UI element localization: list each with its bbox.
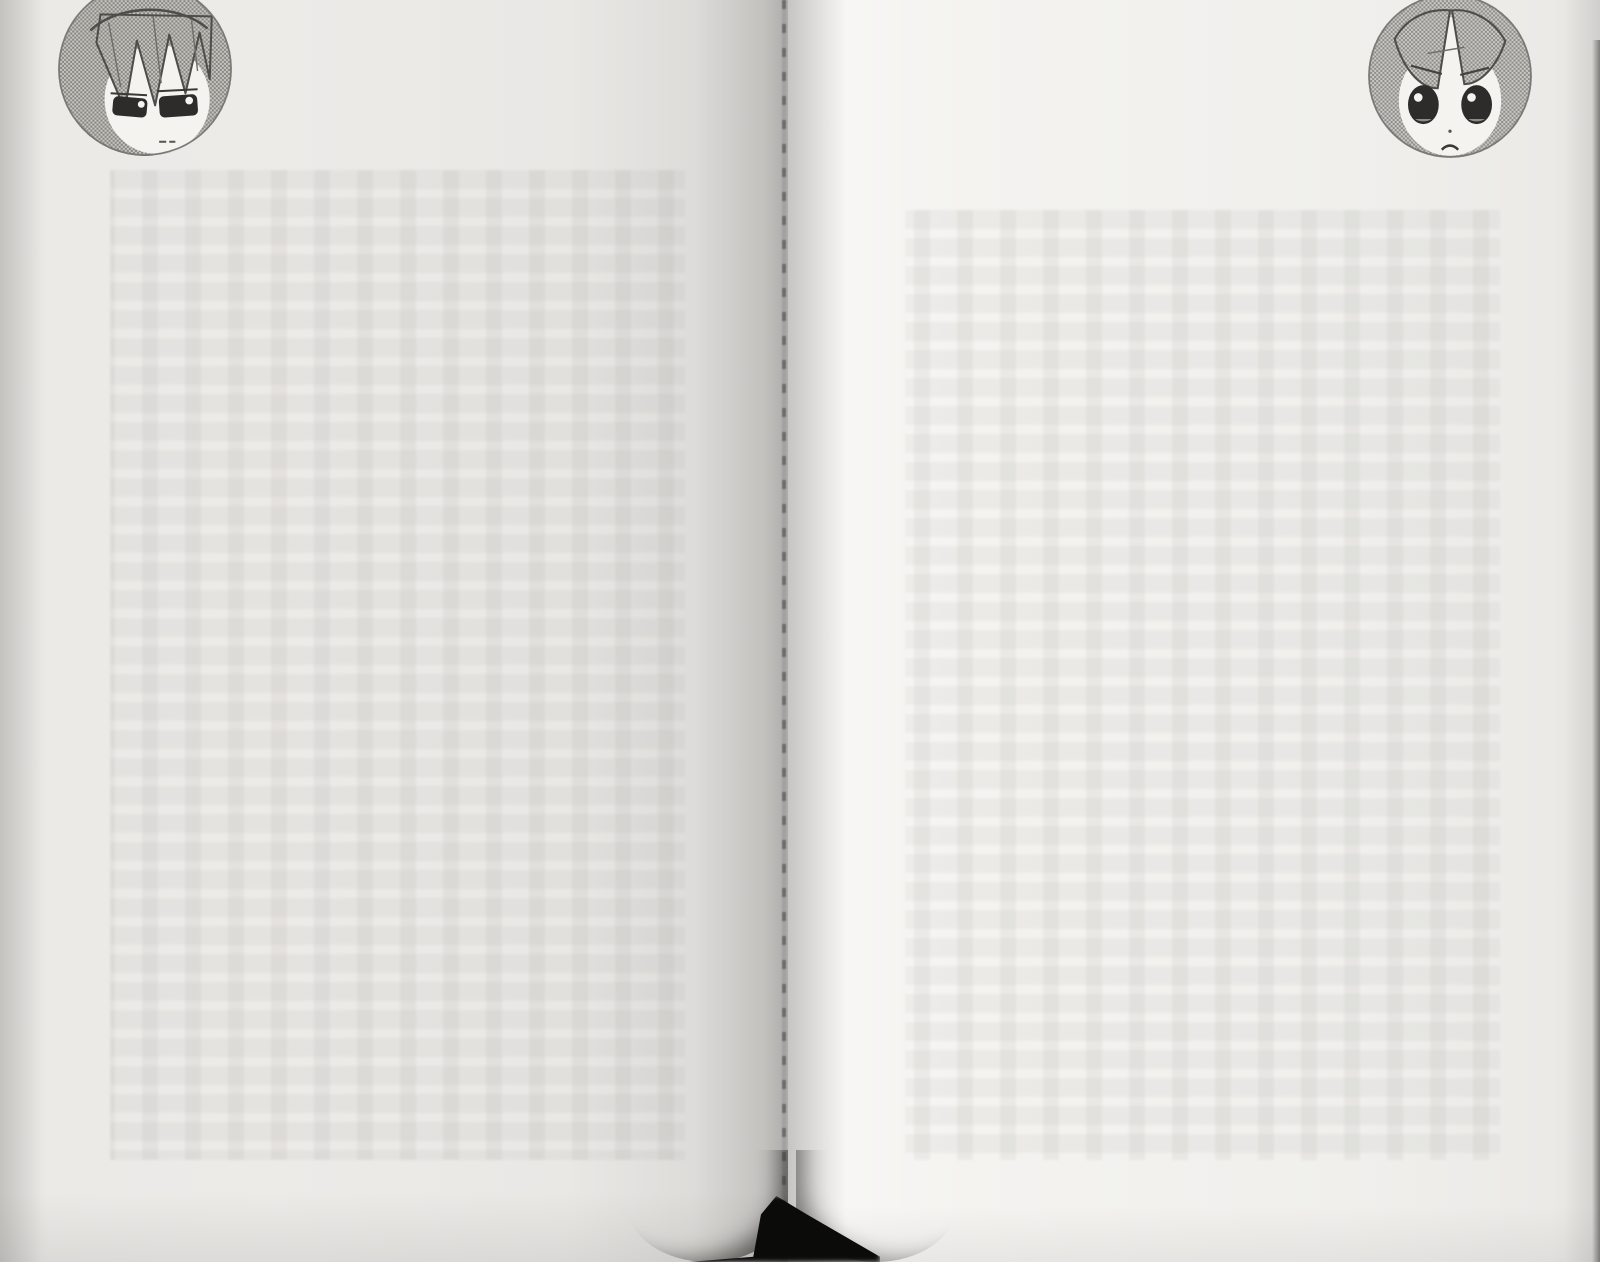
book-gutter-seam — [782, 0, 786, 1216]
book-cover-edge — [1592, 40, 1600, 1262]
right-page — [788, 0, 1600, 1262]
left-page — [0, 0, 788, 1262]
